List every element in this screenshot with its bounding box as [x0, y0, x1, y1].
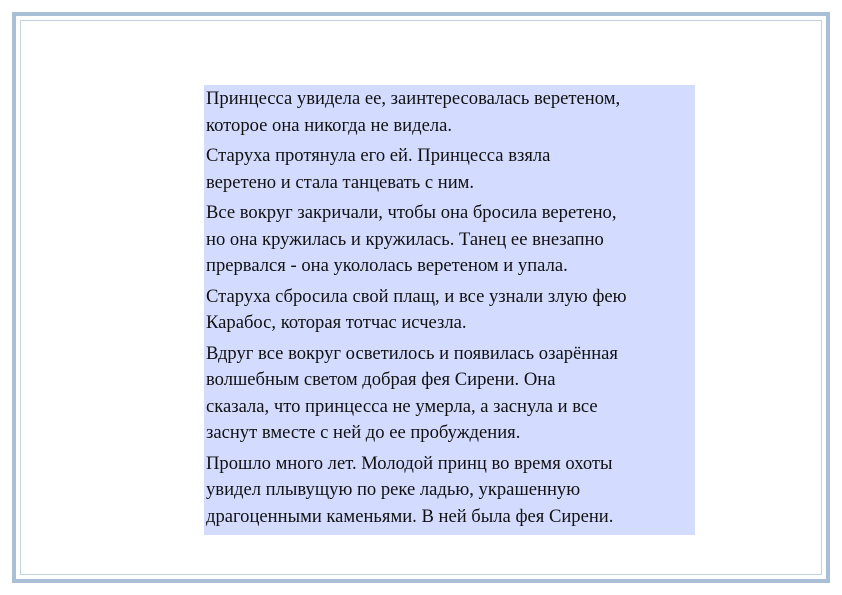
story-paragraph: Прошло много лет. Молодой принц во время охоты увидел плывущую по реке ладью, украшенную драгоценными каменьями. В ней была фея Сирени. [206, 452, 614, 527]
story-text-box[interactable] [204, 85, 695, 535]
story-paragraph: Принцесса увидела ее, заинтересовалась веретеном, которое она никогда не видела. [206, 88, 621, 136]
story-paragraph: Все вокруг закричали, чтобы она бросила веретено, но она кружилась и кружилась. Танец ее внезапно прервался - она укололась веретеном и упала. [206, 202, 617, 276]
story-paragraph: Старуха протянула его ей. Принцесса взяла веретено и стала танцевать с ним. [206, 145, 551, 193]
story-paragraph: Старуха сбросила свой плащ, и все узнали злую фею Карабос, которая тотчас исчезла. [206, 285, 627, 333]
story-paragraph: Вдруг все вокруг осветилось и появилась озарённая волшебным светом добрая фея Сирени. Она сказала, что принцесса не умерла, а заснула и все заснут вместе с ней до ее пробуждения. [206, 342, 618, 443]
